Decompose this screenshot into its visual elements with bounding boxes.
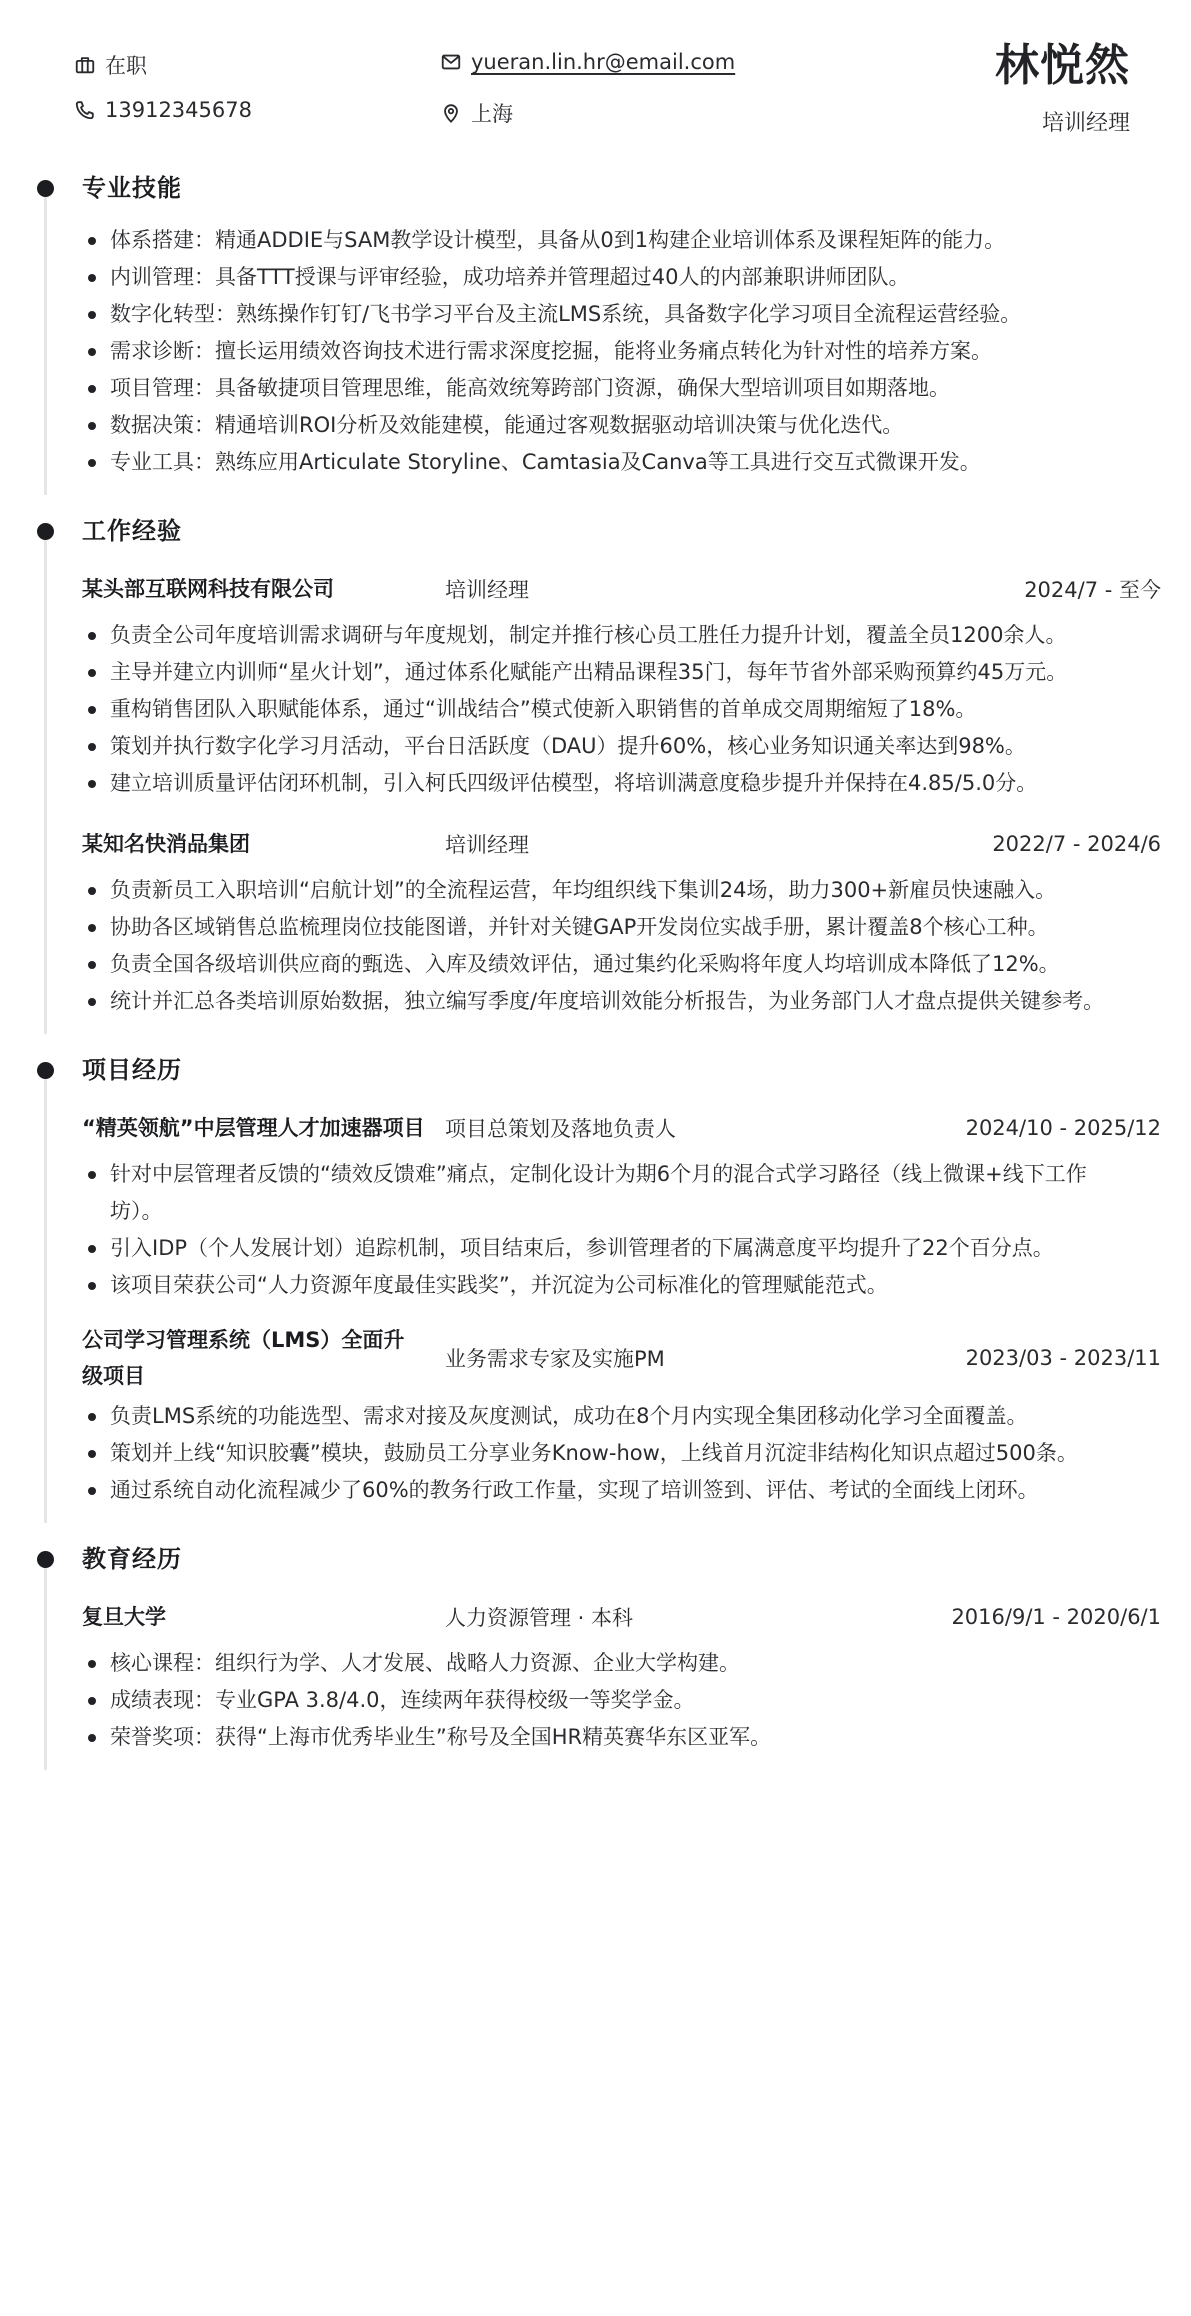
project-name: 公司学习管理系统（LMS）全面升级项目 bbox=[82, 1328, 405, 1388]
section-projects bbox=[30, 1044, 1161, 1523]
resume-header bbox=[30, 0, 1161, 160]
map-pin-icon bbox=[440, 102, 462, 124]
company-name: 某知名快消品集团 bbox=[82, 832, 250, 856]
list-item: 内训管理：具备TTT授课与评审经验，成功培养并管理超过40人的内部兼职讲师团队。 bbox=[82, 259, 1161, 296]
phone-icon bbox=[74, 99, 96, 121]
date-range: 2024/10 - 2025/12 bbox=[965, 1116, 1161, 1140]
list-item: 负责全公司年度培训需求调研与年度规划，制定并推行核心员工胜任力提升计划，覆盖全员1200余人。 bbox=[82, 617, 1161, 654]
date-range: 2022/7 - 2024/6 bbox=[992, 832, 1161, 856]
section-title: 教育经历 bbox=[82, 1545, 182, 1573]
phone-number[interactable]: 13912345678 bbox=[105, 98, 252, 122]
list-item: 核心课程：组织行为学、人才发展、战略人力资源、企业大学构建。 bbox=[82, 1645, 1161, 1682]
list-item: 主导并建立内训师“星火计划”，通过体系化赋能产出精品课程35门，每年节省外部采购预算约45万元。 bbox=[82, 654, 1161, 691]
major-degree: 人力资源管理 · 本科 bbox=[445, 1606, 634, 1630]
candidate-name: 林悦然 bbox=[995, 40, 1130, 91]
list-item: 成绩表现：专业GPA 3.8/4.0，连续两年获得校级一等奖学金。 bbox=[82, 1682, 1161, 1719]
project-role: 项目总策划及落地负责人 bbox=[445, 1117, 676, 1141]
work-bullets bbox=[82, 872, 1161, 1020]
project-name: “精英领航”中层管理人才加速器项目 bbox=[82, 1116, 425, 1140]
list-item: 体系搭建：精通ADDIE与SAM教学设计模型，具备从0到1构建企业培训体系及课程矩阵的能力。 bbox=[82, 222, 1161, 259]
school-name: 复旦大学 bbox=[82, 1605, 166, 1629]
list-item: 引入IDP（个人发展计划）追踪机制，项目结束后，参训管理者的下属满意度平均提升了22个百分点。 bbox=[82, 1230, 1161, 1267]
timeline-dot-icon bbox=[37, 523, 54, 540]
name-block bbox=[995, 38, 1130, 137]
employment-status bbox=[74, 50, 147, 80]
list-item: 建立培训质量评估闭环机制，引入柯氏四级评估模型，将培训满意度稳步提升并保持在4.85/5.0分。 bbox=[82, 765, 1161, 802]
email-contact bbox=[440, 50, 735, 74]
briefcase-icon bbox=[74, 54, 96, 76]
list-item: 负责全国各级培训供应商的甄选、入库及绩效评估，通过集约化采购将年度人均培训成本降低了12%。 bbox=[82, 946, 1161, 983]
company-name: 某头部互联网科技有限公司 bbox=[82, 577, 334, 601]
section-education bbox=[30, 1533, 1161, 1770]
section-title: 工作经验 bbox=[82, 517, 182, 545]
education-entry bbox=[82, 1593, 1161, 1756]
job-role: 培训经理 bbox=[445, 833, 529, 857]
list-item: 统计并汇总各类培训原始数据，独立编写季度/年度培训效能分析报告，为业务部门人才盘点提供关键参考。 bbox=[82, 983, 1161, 1020]
date-range: 2024/7 - 至今 bbox=[1024, 578, 1161, 602]
education-bullets bbox=[82, 1645, 1161, 1756]
work-bullets bbox=[82, 617, 1161, 802]
section-skills bbox=[30, 162, 1161, 495]
section-title: 项目经历 bbox=[82, 1056, 182, 1084]
list-item: 荣誉奖项：获得“上海市优秀毕业生”称号及全国HR精英赛华东区亚军。 bbox=[82, 1719, 1161, 1756]
list-item: 策划并上线“知识胶囊”模块，鼓励员工分享业务Know-how，上线首月沉淀非结构化知识点超过500条。 bbox=[82, 1435, 1161, 1472]
mail-icon bbox=[440, 51, 462, 73]
project-entry bbox=[82, 1322, 1161, 1509]
list-item: 重构销售团队入职赋能体系，通过“训战结合”模式使新入职销售的首单成交周期缩短了18%。 bbox=[82, 691, 1161, 728]
location-contact bbox=[440, 98, 513, 128]
timeline-dot-icon bbox=[37, 1551, 54, 1568]
section-work-experience bbox=[30, 505, 1161, 1034]
location-text: 上海 bbox=[471, 102, 513, 126]
candidate-title: 培训经理 bbox=[1041, 111, 1130, 136]
status-text: 在职 bbox=[105, 54, 147, 78]
email-link[interactable]: yueran.lin.hr@email.com bbox=[471, 50, 736, 74]
phone-contact bbox=[74, 98, 252, 122]
list-item: 协助各区域销售总监梳理岗位技能图谱，并针对关键GAP开发岗位实战手册，累计覆盖8个核心工种。 bbox=[82, 909, 1161, 946]
project-bullets bbox=[82, 1398, 1161, 1509]
list-item: 项目管理：具备敏捷项目管理思维，能高效统筹跨部门资源，确保大型培训项目如期落地。 bbox=[82, 370, 1161, 407]
date-range: 2023/03 - 2023/11 bbox=[965, 1346, 1161, 1370]
list-item: 针对中层管理者反馈的“绩效反馈难”痛点，定制化设计为期6个月的混合式学习路径（线上微课+线下工作坊）。 bbox=[82, 1156, 1161, 1230]
skills-list bbox=[82, 222, 1161, 481]
timeline-dot-icon bbox=[37, 180, 54, 197]
job-role: 培训经理 bbox=[445, 578, 529, 602]
list-item: 通过系统自动化流程减少了60%的教务行政工作量，实现了培训签到、评估、考试的全面线上闭环。 bbox=[82, 1472, 1161, 1509]
list-item: 该项目荣获公司“人力资源年度最佳实践奖”，并沉淀为公司标准化的管理赋能范式。 bbox=[82, 1267, 1161, 1304]
list-item: 负责新员工入职培训“启航计划”的全流程运营，年均组织线下集训24场，助力300+新雇员快速融入。 bbox=[82, 872, 1161, 909]
list-item: 策划并执行数字化学习月活动，平台日活跃度（DAU）提升60%，核心业务知识通关率达到98%。 bbox=[82, 728, 1161, 765]
list-item: 需求诊断：擅长运用绩效咨询技术进行需求深度挖掘，能将业务痛点转化为针对性的培养方案。 bbox=[82, 333, 1161, 370]
list-item: 专业工具：熟练应用Articulate Storyline、Camtasia及Canva等工具进行交互式微课开发。 bbox=[82, 444, 1161, 481]
section-title: 专业技能 bbox=[82, 174, 182, 202]
project-entry bbox=[82, 1104, 1161, 1304]
date-range: 2016/9/1 - 2020/6/1 bbox=[951, 1605, 1161, 1629]
work-entry bbox=[82, 565, 1161, 802]
list-item: 负责LMS系统的功能选型、需求对接及灰度测试，成功在8个月内实现全集团移动化学习全面覆盖。 bbox=[82, 1398, 1161, 1435]
project-bullets bbox=[82, 1156, 1161, 1304]
list-item: 数据决策：精通培训ROI分析及效能建模，能通过客观数据驱动培训决策与优化迭代。 bbox=[82, 407, 1161, 444]
work-entry bbox=[82, 820, 1161, 1020]
timeline-dot-icon bbox=[37, 1062, 54, 1079]
list-item: 数字化转型：熟练操作钉钉/飞书学习平台及主流LMS系统，具备数字化学习项目全流程运营经验。 bbox=[82, 296, 1161, 333]
project-role: 业务需求专家及实施PM bbox=[445, 1347, 665, 1371]
